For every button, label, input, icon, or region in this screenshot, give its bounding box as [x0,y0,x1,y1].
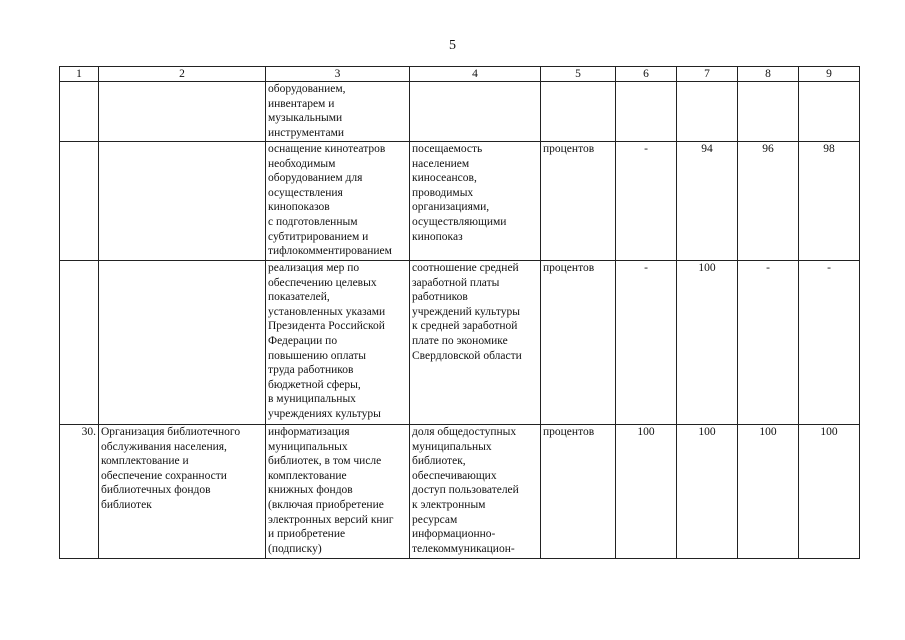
column-header: 3 [266,67,410,82]
row-number [60,142,99,261]
unit-cell [541,82,616,142]
value-cell: - [616,142,677,261]
value-cell: - [799,261,860,425]
value-cell: - [616,261,677,425]
value-cell: 100 [677,425,738,559]
table-row [60,425,860,559]
column-header: 1 [60,67,99,82]
column-header: 2 [99,67,266,82]
value-cell: 98 [799,142,860,261]
column-header: 4 [410,67,541,82]
indicator-description [410,82,541,142]
unit-cell: процентов [541,261,616,425]
indicator-description: соотношение средней заработной платы работников учреждений культуры к средней заработной плате по экономике Свердловской области [410,261,541,425]
measure-description: информатизация муниципальных библиотек, в том числе комплектование книжных фондов (включая приобретение электронных версий книг и приобретение (подписку) [266,425,410,559]
table-row [60,82,860,142]
column-numbers-row [60,67,860,82]
indicator-description: доля общедоступных муниципальных библиотек, обеспечивающих доступ пользователей к электронным ресурсам информационно- телекоммуникацион- [410,425,541,559]
value-cell: 100 [738,425,799,559]
activity-name: Организация библиотечного обслуживания населения, комплектование и обеспечение сохранности библиотечных фондов библиотек [99,425,266,559]
column-header: 6 [616,67,677,82]
measure-description: реализация мер по обеспечению целевых показателей, установленных указами Президента Российской Федерации по повышению оплаты труда работников бюджетной сферы, в муниципальных учреждениях культуры [266,261,410,425]
unit-cell: процентов [541,425,616,559]
row-number [60,261,99,425]
column-header: 8 [738,67,799,82]
value-cell: 100 [677,261,738,425]
column-header: 7 [677,67,738,82]
page-number: 5 [449,38,456,53]
activity-name [99,261,266,425]
value-cell: 100 [616,425,677,559]
measure-description: оснащение кинотеатров необходимым оборудованием для осуществления кинопоказов с подготовленным субтитрированием и тифлокомментированием [266,142,410,261]
value-cell [738,82,799,142]
unit-cell: процентов [541,142,616,261]
value-cell: 94 [677,142,738,261]
row-number: 30. [60,425,99,559]
value-cell: 96 [738,142,799,261]
column-header: 9 [799,67,860,82]
activity-name [99,82,266,142]
table-row [60,261,860,425]
activity-name [99,142,266,261]
indicators-table [59,66,860,559]
indicator-description: посещаемость населением киносеансов, проводимых организациями, осуществляющими кинопоказ [410,142,541,261]
value-cell [616,82,677,142]
row-number [60,82,99,142]
table-row [60,142,860,261]
value-cell: - [738,261,799,425]
measure-description: оборудованием, инвентарем и музыкальными инструментами [266,82,410,142]
value-cell [677,82,738,142]
value-cell: 100 [799,425,860,559]
value-cell [799,82,860,142]
column-header: 5 [541,67,616,82]
